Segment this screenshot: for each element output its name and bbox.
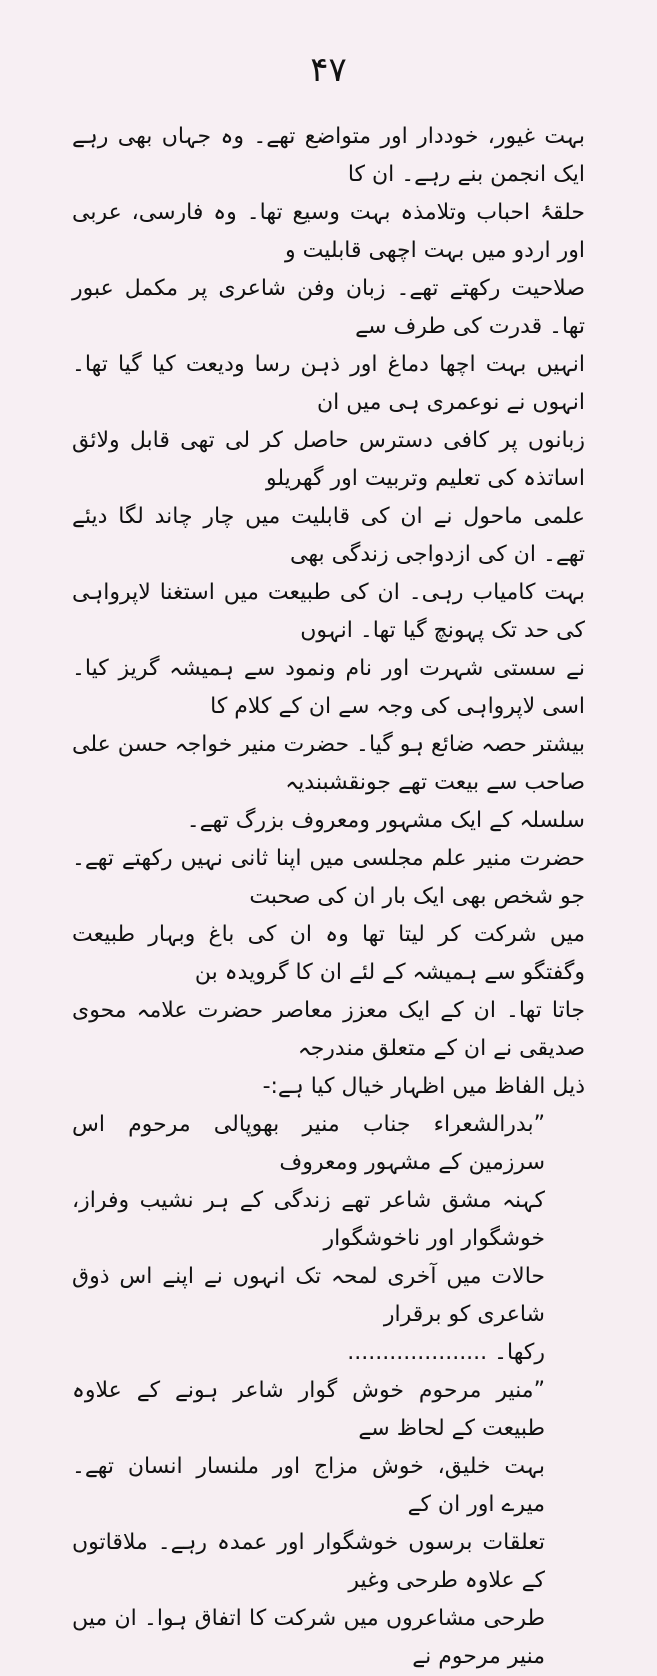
text-line: سلسلہ کے ایک مشہور ومعروف بزرگ تھے۔ [186, 808, 585, 833]
text-line: انہیں بہت اچھا دماغ اور ذہن رسا ودیعت کیا گیا تھا۔ انہوں نے نوعمری ہی میں ان [72, 352, 585, 415]
page-body [72, 118, 585, 1676]
text-line: حضرت منیر علم مجلسی میں اپنا ثانی نہیں رکھتے تھے۔ جو شخص بھی ایک بار ان کی صحبت [72, 846, 585, 909]
text-line: ذیل الفاظ میں اظہار خیال کیا ہے:- [262, 1074, 585, 1099]
text-line: جاتا تھا۔ ان کے ایک معزز معاصر حضرت علامہ محوی صدیقی نے ان کے متعلق مندرجہ [72, 998, 585, 1061]
quote-line: طرحی مشاعروں میں شرکت کا اتفاق ہوا۔ ان میں منیر مرحوم نے [72, 1606, 545, 1669]
text-line: حلقۂ احباب وتلامذہ بہت وسیع تھا۔ وہ فارسی، عربی اور اردو میں بہت اچھی قابلیت و [72, 200, 585, 263]
paragraph-1 [72, 118, 585, 840]
quote-1 [72, 1106, 585, 1372]
text-line: زبانوں پر کافی دسترس حاصل کر لی تھی قابل ولائق اساتذہ کی تعلیم وتربیت اور گھریلو [72, 428, 585, 491]
quote-line: ”بدرالشعراء جناب منیر بھوپالی مرحوم اس سرزمین کے مشہور ومعروف [72, 1112, 545, 1175]
page-number: ۴۷ [310, 50, 347, 90]
text-line: بہت غیور، خوددار اور متواضع تھے۔ وہ جہاں بھی رہے ایک انجمن بنے رہے۔ ان کا [72, 124, 585, 187]
text-line: بیشتر حصہ ضائع ہو گیا۔ حضرت منیر خواجہ حسن علی صاحب سے بیعت تھے جونقشبندیہ [72, 732, 585, 795]
quote-2 [72, 1372, 585, 1676]
text-line: علمی ماحول نے ان کی قابلیت میں چار چاند لگا دیئے تھے۔ ان کی ازدواجی زندگی بھی [72, 504, 585, 567]
quote-line: حالات میں آخری لمحہ تک انہوں نے اپنے اس ذوق شاعری کو برقرار [72, 1264, 545, 1327]
text-line: میں شرکت کر لیتا تھا وہ ان کی باغ وبہار طبیعت وگفتگو سے ہمیشہ کے لئے ان کا گرویدہ بن [72, 922, 585, 985]
text-line: بہت کامیاب رہی۔ ان کی طبیعت میں استغنا لاپرواہی کی حد تک پہونچ گیا تھا۔ انہوں [72, 580, 585, 643]
paragraph-2 [72, 840, 585, 1106]
quote-line: تعلقات برسوں خوشگوار اور عمدہ رہے۔ ملاقاتوں کے علاوہ طرحی وغیر [72, 1530, 545, 1593]
text-line: صلاحیت رکھتے تھے۔ زبان وفن شاعری پر مکمل عبور تھا۔ قدرت کی طرف سے [72, 276, 585, 339]
text-line: نے سستی شہرت اور نام ونمود سے ہمیشہ گریز کیا۔ اسی لاپرواہی کی وجہ سے ان کے کلام کا [72, 656, 585, 719]
quote-line: ”منیر مرحوم خوش گوار شاعر ہونے کے علاوہ طبیعت کے لحاظ سے [72, 1378, 545, 1441]
quote-line: بہت خلیق، خوش مزاج اور ملنسار انسان تھے۔ میرے اور ان کے [72, 1454, 545, 1517]
quote-line: کہنہ مشق شاعر تھے زندگی کے ہر نشیب وفراز، خوشگوار اور ناخوشگوار [72, 1188, 545, 1251]
quote-line: رکھا۔ .................... [347, 1340, 545, 1365]
